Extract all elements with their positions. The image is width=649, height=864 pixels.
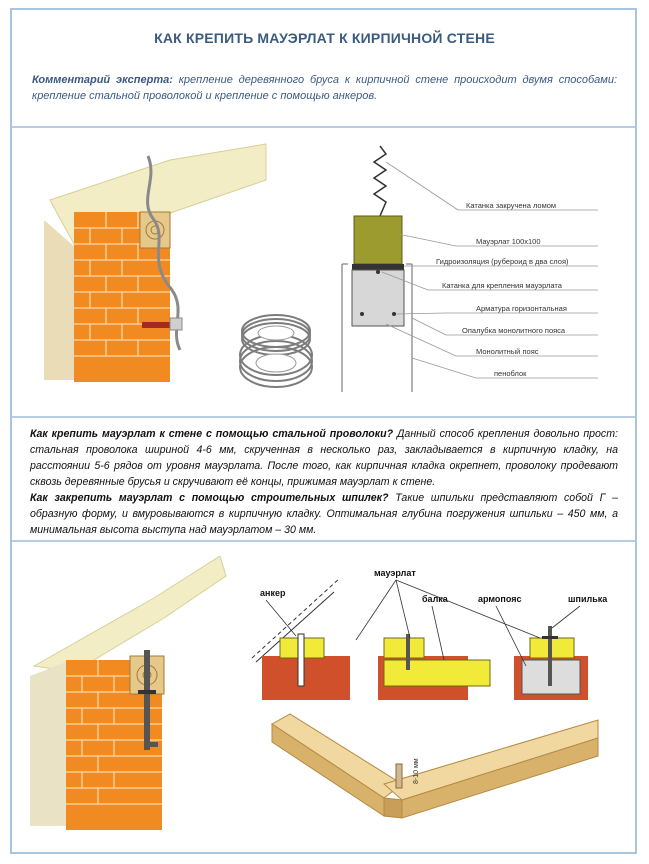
section2-question: Как закрепить мауэрлат с помощью строительных шпилек? bbox=[30, 492, 389, 504]
expert-comment-label: Комментарий эксперта: bbox=[32, 74, 173, 86]
label-mauerlat: Мауэрлат 100х100 bbox=[476, 237, 541, 246]
body-text bbox=[30, 426, 618, 538]
label-armatura: Арматура горизонтальная bbox=[476, 304, 567, 313]
expert-comment bbox=[32, 72, 617, 104]
section1-text: Данный способ крепления довольно прост: стальная проволока шириной 4-6 мм, скрученная в несколько раз, закладывается в кирпичную кладку, на расстоянии 5-6 рядов от уровня мауэрлата. После того, как кирпичная кладка окрепнет, проволоку продевают сквозь деревянные брусья и скручивают её концы, прижимая мауэрлат к стене. bbox=[30, 428, 619, 488]
label-ankor: анкер bbox=[260, 588, 286, 598]
label-balka: балка bbox=[422, 594, 448, 604]
corner-beams-diagram bbox=[268, 710, 604, 834]
label-opalubka: Опалубка монолитного пояса bbox=[462, 326, 566, 335]
section2-text: Такие шпильки представляют собой Г – образную форму, и вмуровываются в кирпичную кладку. Оптимальная глубина погружения шпильки – 450 мм, а минимальная высота выступа над мауэрлатом – 30 мм. bbox=[30, 492, 618, 536]
label-shpilka: шпилька bbox=[568, 594, 608, 604]
label-monolitny-poyas: Монолитный пояс bbox=[476, 347, 539, 356]
section1-question: Как крепить мауэрлат к стене с помощью стальной проволоки? bbox=[30, 428, 394, 440]
expert-comment-text: крепление деревянного бруса к кирпичной стене происходит двумя способами: крепление стальной проволокой и крепление с помощью анкеров. bbox=[32, 74, 618, 102]
label-katanka-zakruchena: Катанка закручена ломом bbox=[466, 201, 557, 210]
divider bbox=[12, 416, 635, 418]
label-armopoyas: армопояс bbox=[478, 594, 522, 604]
label-mauerlat-2: мауэрлат bbox=[374, 568, 416, 578]
label-gidroizolyaciya: Гидроизоляция (рубероид в два слоя) bbox=[436, 257, 569, 266]
divider bbox=[12, 126, 635, 128]
page-title: КАК КРЕПИТЬ МАУЭРЛАТ К КИРПИЧНОЙ СТЕНЕ bbox=[154, 30, 495, 46]
label-dimension: 8-10 мм bbox=[413, 758, 420, 784]
wire-coil-image bbox=[232, 305, 322, 395]
fastening-variants-diagram bbox=[250, 562, 630, 702]
stud-wall-illustration bbox=[30, 556, 240, 836]
cross-section-diagram bbox=[326, 138, 616, 393]
label-katanka-krepleniya: Катанка для крепления мауэрлата bbox=[442, 281, 562, 290]
divider bbox=[12, 540, 635, 542]
label-penoblok: пеноблок bbox=[494, 369, 527, 378]
